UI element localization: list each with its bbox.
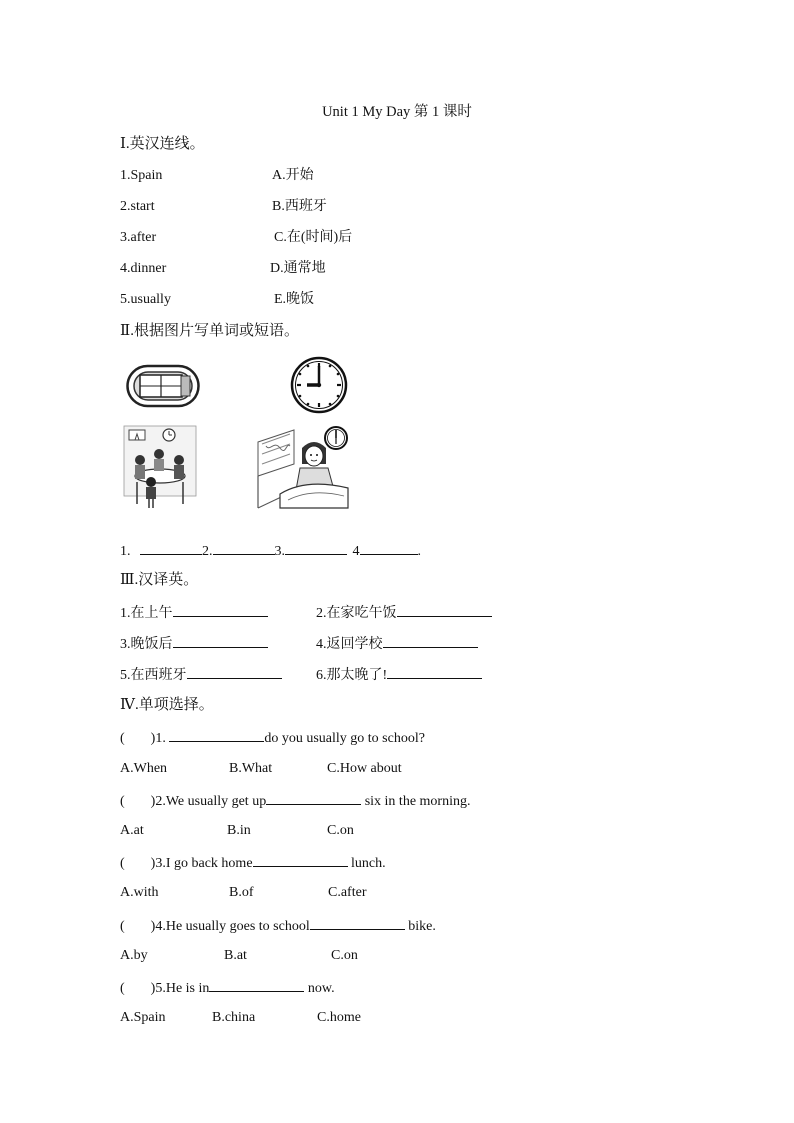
translate-blank-1[interactable] xyxy=(173,603,268,617)
match-right-e: E.晚饭 xyxy=(274,292,315,307)
translate-item-6 xyxy=(316,665,482,685)
picture-answer-4-label: 4 xyxy=(352,544,360,559)
question-5-blank[interactable] xyxy=(209,978,304,992)
picture-answer-1-blank[interactable] xyxy=(140,541,202,555)
q4-option-a[interactable]: A.by xyxy=(120,948,148,963)
question-2-stem-a: 2.We usually get up xyxy=(155,794,267,809)
picture-answer-3-label: 3. xyxy=(274,544,285,559)
question-5-stem-a: 5.He is in xyxy=(155,981,210,996)
match-right-c: C.在(时间)后 xyxy=(274,230,353,245)
translate-blank-6[interactable] xyxy=(387,665,482,679)
translate-item-6-label: 6.那太晚了! xyxy=(316,668,388,683)
question-1-blank[interactable] xyxy=(169,728,264,742)
answer-paren-open: ( xyxy=(120,731,125,746)
section-1-heading: Ⅰ.英汉连线。 xyxy=(120,136,205,152)
match-right-a: A.开始 xyxy=(272,168,314,183)
q3-option-b[interactable]: B.of xyxy=(229,885,254,900)
page-title: Unit 1 My Day 第 1 课时 xyxy=(322,104,472,120)
question-2-stem-b: six in the morning. xyxy=(364,794,471,809)
answer-paren-open: ( xyxy=(120,919,125,934)
answer-paren-open: ( xyxy=(120,794,125,809)
picture-answer-2-label: 2. xyxy=(202,544,213,559)
answer-paren-open: ( xyxy=(120,981,125,996)
q5-option-b[interactable]: B.china xyxy=(212,1010,256,1025)
choice-question-4 xyxy=(120,916,436,936)
translate-blank-4[interactable] xyxy=(383,634,478,648)
answer-paren-close: ) xyxy=(150,794,156,809)
answer-paren-close: ) xyxy=(150,731,156,746)
question-4-blank[interactable] xyxy=(310,916,405,930)
section-3-heading: Ⅲ.汉译英。 xyxy=(120,572,199,588)
translate-blank-5[interactable] xyxy=(187,665,282,679)
answer-paren-close: ) xyxy=(150,919,156,934)
q3-option-c[interactable]: C.after xyxy=(328,885,367,900)
q2-option-b[interactable]: B.in xyxy=(227,823,251,838)
answer-paren-close: ) xyxy=(150,856,156,871)
translate-blank-2[interactable] xyxy=(397,603,492,617)
section-4-heading: Ⅳ.单项选择。 xyxy=(120,697,214,713)
answer-paren-open: ( xyxy=(120,856,125,871)
match-left-2: 2.start xyxy=(120,199,155,214)
picture-answer-4-blank[interactable] xyxy=(360,541,418,555)
question-1-stem-a: 1. xyxy=(155,731,166,746)
q3-option-a[interactable]: A.with xyxy=(120,885,159,900)
translate-blank-3[interactable] xyxy=(173,634,268,648)
question-3-stem-b: lunch. xyxy=(351,856,386,871)
match-left-5: 5.usually xyxy=(120,292,171,307)
match-right-b: B.西班牙 xyxy=(272,199,327,214)
q5-option-c[interactable]: C.home xyxy=(317,1010,361,1025)
q1-option-b[interactable]: B.What xyxy=(229,761,273,776)
question-1-stem-b: do you usually go to school? xyxy=(264,731,425,746)
translate-item-2 xyxy=(316,603,492,623)
picture-answer-end: . xyxy=(417,544,421,559)
clock-nine-icon xyxy=(290,356,348,414)
q5-option-a[interactable]: A.Spain xyxy=(120,1010,166,1025)
question-3-stem-a: 3.I go back home xyxy=(155,856,253,871)
choice-question-3 xyxy=(120,853,386,873)
translate-item-4-label: 4.返回学校 xyxy=(316,637,383,652)
translate-item-1-label: 1.在上午 xyxy=(120,606,173,621)
match-left-4: 4.dinner xyxy=(120,261,167,276)
ping-pong-table-icon xyxy=(126,364,200,408)
choice-question-1 xyxy=(120,728,425,748)
girl-waking-up-icon xyxy=(256,424,352,510)
translate-item-1 xyxy=(120,603,268,623)
translate-item-4 xyxy=(316,634,478,654)
q4-option-c[interactable]: C.on xyxy=(331,948,358,963)
answer-paren-close: ) xyxy=(150,981,156,996)
choice-question-2 xyxy=(120,791,470,811)
question-4-stem-b: bike. xyxy=(408,919,436,934)
family-dinner-icon xyxy=(123,424,197,510)
translate-item-3-label: 3.晚饭后 xyxy=(120,637,173,652)
question-4-stem-a: 4.He usually goes to school xyxy=(155,919,310,934)
question-3-blank[interactable] xyxy=(253,853,348,867)
translate-item-2-label: 2.在家吃午饭 xyxy=(316,606,397,621)
q2-option-a[interactable]: A.at xyxy=(120,823,144,838)
question-2-blank[interactable] xyxy=(266,791,361,805)
match-left-3: 3.after xyxy=(120,230,157,245)
q1-option-a[interactable]: A.When xyxy=(120,761,168,776)
q2-option-c[interactable]: C.on xyxy=(327,823,354,838)
q1-option-c[interactable]: C.How about xyxy=(327,761,402,776)
translate-item-5 xyxy=(120,665,282,685)
picture-answer-3-blank[interactable] xyxy=(285,541,347,555)
q4-option-b[interactable]: B.at xyxy=(224,948,247,963)
section-2-heading: Ⅱ.根据图片写单词或短语。 xyxy=(120,323,299,339)
translate-item-5-label: 5.在西班牙 xyxy=(120,668,187,683)
picture-answer-1-label: 1. xyxy=(120,544,131,559)
picture-answer-2-blank[interactable] xyxy=(213,541,275,555)
translate-item-3 xyxy=(120,634,268,654)
picture-answer-line xyxy=(120,541,421,561)
match-left-1: 1.Spain xyxy=(120,168,163,183)
choice-question-5 xyxy=(120,978,335,998)
match-right-d: D.通常地 xyxy=(270,261,326,276)
question-5-stem-b: now. xyxy=(307,981,335,996)
